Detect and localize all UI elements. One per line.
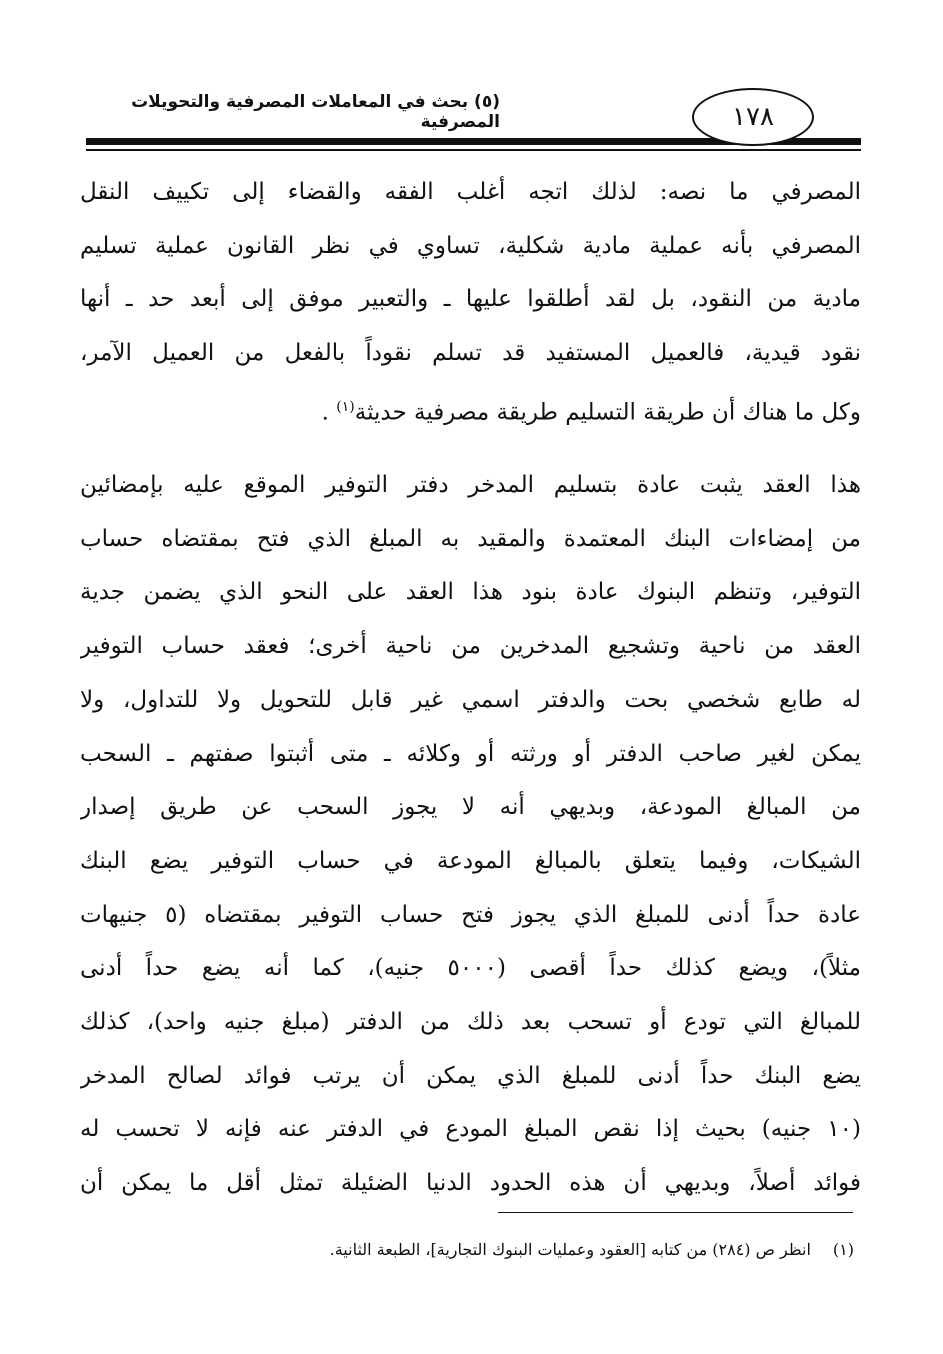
paragraph-1 [80, 166, 861, 440]
footnote-reference[interactable]: (١) [336, 398, 355, 415]
text-line: من إمضاءات البنك المعتمدة والمقيد به المبلغ الذي فتح بمقتضاه حساب [80, 525, 861, 552]
text-line: عادة حداً أدنى للمبلغ الذي يجوز فتح حساب التوفير بمقتضاه (٥ جنيهات [80, 901, 861, 928]
text-line: من المبالغ المودعة، وبديهي أنه لا يجوز السحب عن طريق إصدار [80, 794, 861, 821]
text-line-content: وكل ما هناك أن طريقة التسليم طريقة مصرفية حديثة [354, 399, 861, 426]
footnote-separator [498, 1212, 853, 1213]
footnote [80, 1240, 854, 1259]
text-line: فوائد أصلاً، وبديهي أن هذه الحدود الدنيا الضئيلة تمثل أقل ما يمكن أن [80, 1170, 861, 1197]
sentence-end: . [321, 399, 337, 426]
text-line: يضع البنك حداً أدنى للمبلغ الذي يمكن أن يرتب فوائد لصالح المدخر [80, 1062, 861, 1089]
footnote-number: (١) [832, 1240, 854, 1259]
footnote-text: انظر ص (٢٨٤) من كتابه [العقود وعمليات البنوك التجارية]، الطبعة الثانية. [329, 1240, 811, 1259]
text-line: مثلاً)، ويضع كذلك حداً أقصى (٥٠٠٠ جنيه)، كما أنه يضع حداً أدنى [80, 955, 861, 982]
text-line: له طابع شخصي بحت والدفتر اسمي غير قابل للتحويل ولا للتداول، ولا [80, 686, 861, 713]
text-line: المصرفي بأنه عملية مادية شكلية، تساوي في نظر القانون عملية تسليم [80, 232, 861, 259]
text-line: هذا العقد يثبت عادة بتسليم المدخر دفتر التوفير الموقع عليه بإمضائين [80, 472, 861, 498]
text-line: العقد من ناحية وتشجيع المدخرين من ناحية أخرى؛ فعقد حساب التوفير [80, 633, 861, 660]
page-number: ١٧٨ [692, 88, 814, 146]
paragraph-2 [80, 459, 861, 1211]
header-rule-thin [86, 149, 861, 151]
text-line: يمكن لغير صاحب الدفتر أو ورثته أو وكلائه ـ متى أثبتوا صفتهم ـ السحب [80, 740, 861, 767]
text-line: مادية من النقود، بل لقد أطلقوا عليها ـ والتعبير موفق إلى أبعد حد ـ أنها [80, 286, 861, 313]
running-header-title: (٥) بحث في المعاملات المصرفية والتحويلات المصرفية [131, 92, 500, 132]
text-line [80, 381, 861, 440]
text-line: التوفير، وتنظم البنوك عادة بنود هذا العقد على النحو الذي يضمن جدية [80, 579, 861, 606]
text-line: الشيكات، وفيما يتعلق بالمبالغ المودعة في حساب التوفير يضع البنك [80, 847, 861, 874]
text-line: للمبالغ التي تودع أو تسحب بعد ذلك من الدفتر (مبلغ جنيه واحد)، كذلك [80, 1009, 861, 1036]
text-line: نقود قيدية، فالعميل المستفيد قد تسلم نقوداً بالفعل من العميل الآمر، [80, 340, 861, 367]
text-line: (١٠ جنيه) بحيث إذا نقص المبلغ المودع في الدفتر عنه فإنه لا تحسب له [80, 1116, 861, 1143]
text-line: المصرفي ما نصه: لذلك اتجه أغلب الفقه والقضاء إلى تكييف النقل [80, 179, 861, 205]
